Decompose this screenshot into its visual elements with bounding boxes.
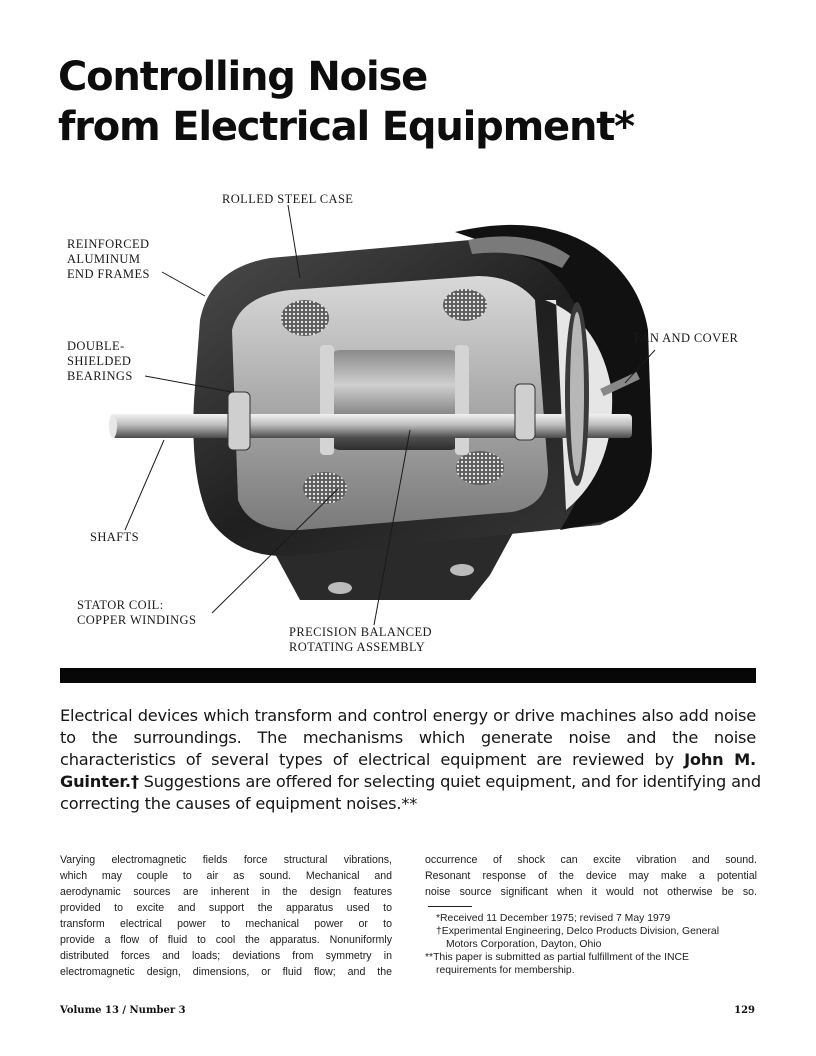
abstract-line-5: correcting the causes of equipment noises.** [60, 794, 418, 813]
abstract-line-2: to the surroundings. The mechanisms which generate noise and the noise [60, 728, 756, 747]
body-left-line: Varying electromagnetic fields force structural vibrations, [60, 854, 392, 866]
label-bearings-3: BEARINGS [67, 369, 133, 383]
label-stator-coil-1: STATOR COIL: [77, 598, 164, 612]
footnote-affiliation-cont: Motors Corporation, Dayton, Ohio [446, 939, 602, 950]
motor-cutaway-figure [0, 180, 816, 660]
body-column-left [60, 852, 392, 980]
label-shafts: SHAFTS [90, 530, 139, 544]
abstract-line-1: Electrical devices which transform and control energy or drive machines also add noise [60, 706, 756, 725]
footnote-membership: **This paper is submitted as partial fulfillment of the INCE [425, 952, 689, 963]
body-left-line: electromagnetic design, dimensions, or fluid flow; and the [60, 966, 392, 978]
label-bearings-2: SHIELDED [67, 354, 132, 368]
label-end-frames-3: END FRAMES [67, 267, 150, 281]
body-column-right [425, 852, 757, 900]
title-line-1: Controlling Noise [58, 54, 428, 100]
label-rotating-assembly-2: ROTATING ASSEMBLY [289, 640, 426, 654]
label-bearings-1: DOUBLE- [67, 339, 125, 353]
label-end-frames-2: ALUMINUM [67, 252, 141, 266]
author-last-name: Guinter.† [60, 772, 139, 791]
abstract-line-3-text: characteristics of several types of electrical equipment are reviewed by [60, 750, 674, 769]
section-divider [60, 668, 756, 683]
author-first-name: John M. [684, 750, 756, 769]
label-rotating-assembly [289, 625, 432, 655]
label-stator-coil-2: COPPER WINDINGS [77, 613, 197, 627]
body-right-line: noise source significant when it would not otherwise be so. [425, 886, 757, 898]
label-rolled-steel-case: ROLLED STEEL CASE [222, 192, 354, 206]
label-fan-and-cover: FAN AND COVER [634, 331, 739, 345]
body-left-line: provide a flow of fluid to cool the apparatus. Nonuniformly [60, 934, 392, 946]
body-right-line: Resonant response of the device may make a potential [425, 870, 757, 882]
abstract-line-4-text: Suggestions are offered for selecting quiet equipment, and for identifying and [143, 772, 761, 791]
body-right-line: occurrence of shock can excite vibration and sound. [425, 854, 757, 866]
label-end-frames [67, 237, 150, 282]
title-line-2: from Electrical Equipment* [58, 104, 634, 150]
shaft [109, 414, 632, 438]
page-number: 129 [734, 1005, 755, 1016]
body-left-line: distributed forces and loads; deviations from symmetry in [60, 950, 392, 962]
footnote-rule [428, 906, 472, 907]
body-left-line: which may couple to air as sound. Mechanical and [60, 870, 392, 882]
body-left-line: provided to excite and support the apparatus used to [60, 902, 392, 914]
label-bearings [67, 339, 133, 384]
label-stator-coil [77, 598, 196, 628]
footnotes [425, 912, 757, 977]
body-left-line: transform electrical power to mechanical power or to [60, 918, 392, 930]
rotor-assembly [320, 345, 469, 455]
abstract-line-4 [60, 771, 761, 793]
label-end-frames-1: REINFORCED [67, 237, 150, 251]
label-rotating-assembly-1: PRECISION BALANCED [289, 625, 432, 639]
abstract-line-3 [60, 749, 756, 771]
footnote-received: *Received 11 December 1975; revised 7 May 1979 [436, 913, 671, 924]
body-left-line: aerodynamic sources are inherent in the design features [60, 886, 392, 898]
volume-number: Volume 13 / Number 3 [60, 1005, 186, 1016]
abstract [60, 705, 761, 815]
footnote-affiliation: †Experimental Engineering, Delco Products Division, General [436, 926, 719, 937]
article-title [58, 52, 634, 152]
footnote-membership-cont: requirements for membership. [436, 965, 575, 976]
